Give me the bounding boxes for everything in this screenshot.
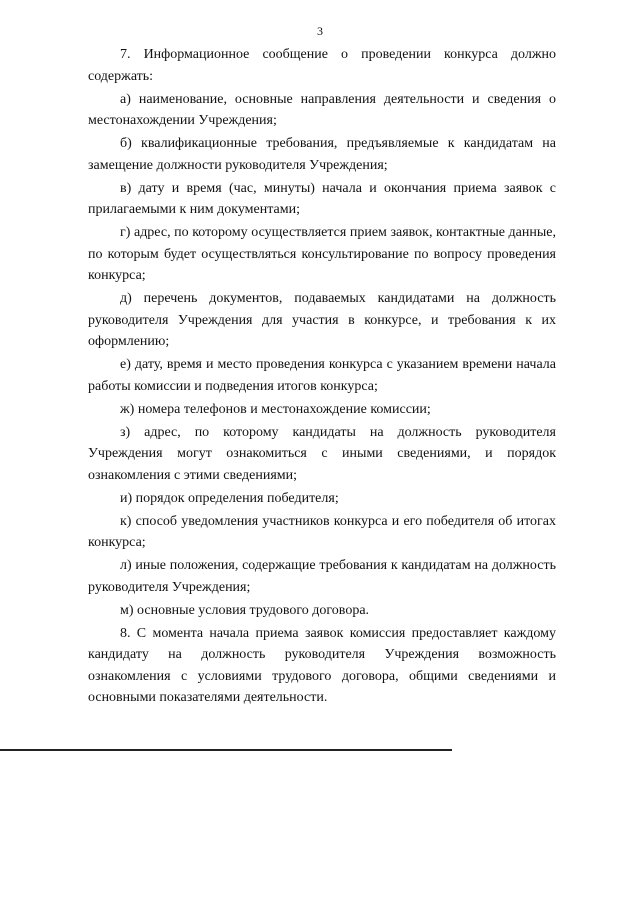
list-item-z: з) адрес, по которому кандидаты на должность руководителя Учреждения могут ознакомиться с иными сведениями, и порядок ознакомления с этими сведениями; [88,424,556,483]
page-number: 3 [317,24,323,38]
list-item-a: а) наименование, основные направления деятельности и сведения о местонахождении Учреждения; [88,91,556,128]
list-item-b: б) квалификационные требования, предъявляемые к кандидатам на замещение должности руководителя Учреждения; [88,136,556,173]
list-item-l: л) иные положения, содержащие требования к кандидатам на должность руководителя Учреждения; [88,558,556,595]
bottom-divider [0,749,452,751]
document-body [88,44,556,710]
list-item-v: в) дату и время (час, минуты) начала и окончания приема заявок с прилагаемыми к ним документами; [88,180,556,217]
list-item-g: г) адрес, по которому осуществляется прием заявок, контактные данные, по которым будет осуществляться консультирование по вопросу проведения конкурса; [88,225,556,283]
paragraph-7: 7. Информационное сообщение о проведении конкурса должно содержать: [88,47,556,84]
list-item-d: д) перечень документов, подаваемых кандидатами на должность руководителя Учреждения для участия в конкурсе, и требования к их оформлению; [88,291,556,349]
paragraph-8: 8. С момента начала приема заявок комиссия предоставляет каждому кандидату на должность руководителя Учреждения возможность ознакомления с условиями трудового договора, общими сведениями и основными показателями деятельности. [88,625,556,705]
list-item-zh: ж) номера телефонов и местонахождение комиссии; [120,401,431,417]
list-item-m: м) основные условия трудового договора. [120,602,370,618]
list-item-i: и) порядок определения победителя; [120,490,339,506]
list-item-e: е) дату, время и место проведения конкурса с указанием времени начала работы комиссии и подведения итогов конкурса; [88,357,556,394]
list-item-k: к) способ уведомления участников конкурса и его победителя об итогах конкурса; [88,513,556,550]
